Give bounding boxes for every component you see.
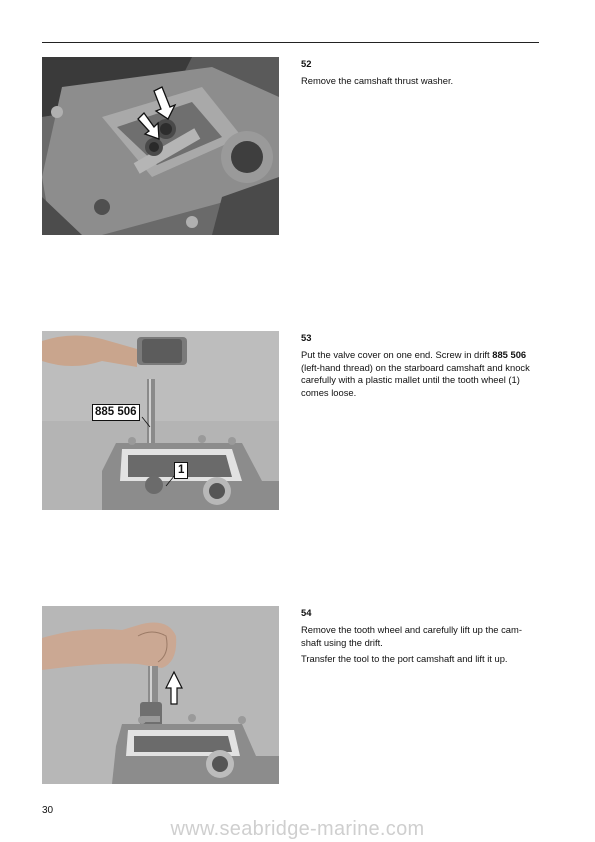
step-text: Remove the tooth wheel and carefully lift up the cam-shaft using the drift. [301,624,522,648]
step-text: Transfer the tool to the port camshaft and lift it up. [301,653,508,665]
step-53 [301,332,541,403]
lifting-camshaft-photo [42,606,279,784]
drift-and-mallet-photo [42,331,279,510]
step-text-part: Put the valve cover on one end. Screw in drift [301,349,493,361]
step-52 [301,58,541,92]
tool-callout-label: 885 506 [92,404,140,421]
header-rule [42,42,539,43]
step-text [301,349,541,399]
step-text: Remove the camshaft thrust washer. [301,75,454,87]
page-number: 30 [42,805,54,816]
watermark: www.seabridge-marine.com [170,818,425,840]
drift-number: 885 506 [492,349,527,361]
step-number: 53 [301,332,312,343]
part-callout-label: 1 [174,462,188,479]
step-text-part: (left-hand thread) on the starboard camshaft and knock carefully with a plastic mallet until the tooth wheel (1) comes loose. [301,361,530,398]
camshaft-thrust-washer-photo [42,57,279,235]
step-number: 52 [301,58,312,69]
step-54 [301,607,541,670]
step-number: 54 [301,607,312,618]
